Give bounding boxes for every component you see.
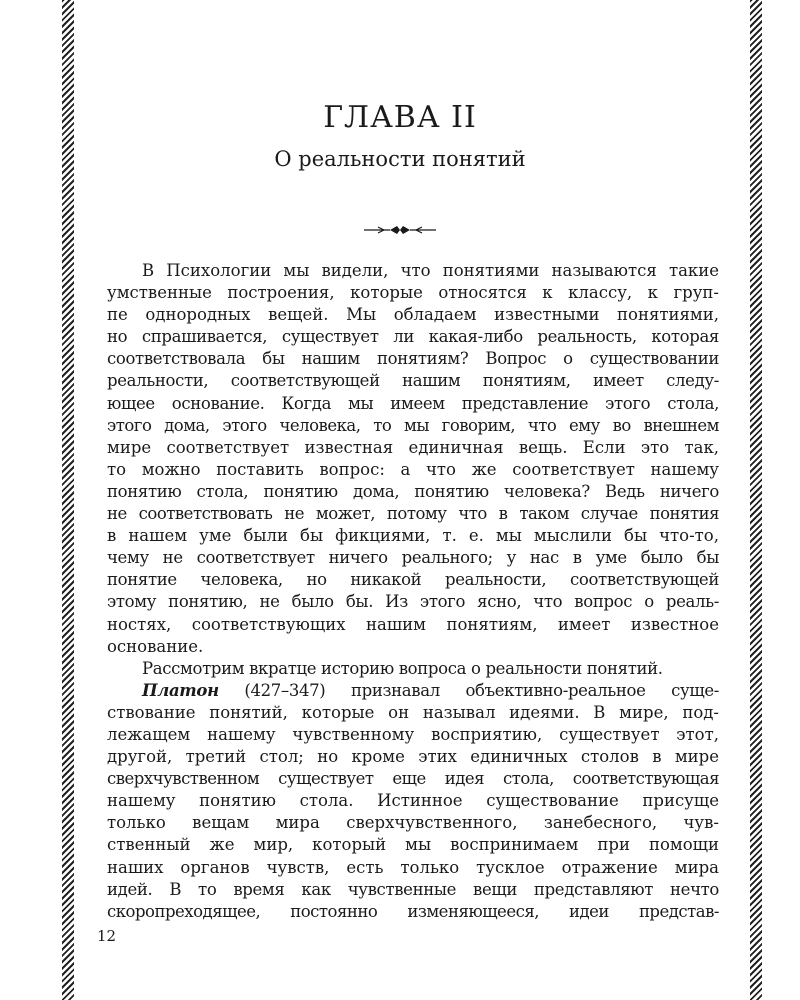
text-line: идей. В то время как чувственные вещи представляют нечто — [107, 879, 719, 899]
body-text — [107, 260, 719, 923]
text-line: этому понятию, не было бы. Из этого ясно, что вопрос о реаль- — [107, 592, 719, 612]
text-line: чему не соответствует ничего реального; у нас в уме было бы — [107, 548, 719, 568]
text-line: нашему понятию стола. Истинное существование присуще — [107, 791, 719, 811]
text-line: В Психологии мы видели, что понятиями называются такие — [142, 261, 719, 280]
text-line: пе однородных вещей. Мы обладаем известными понятиями, — [107, 305, 719, 325]
text-line: ствование понятий, которые он называл идеями. В мире, под- — [107, 702, 719, 722]
page-number: 12 — [97, 927, 117, 945]
paragraph — [107, 680, 719, 923]
text-line — [107, 680, 719, 702]
philosopher-name: Платон — [142, 680, 219, 700]
text-line: основание. — [107, 636, 204, 656]
text-line: Рассмотрим вкратце историю вопроса о реальности понятий. — [142, 658, 663, 678]
text-line: мире соответствует известная единичная вещь. Если это так, — [107, 437, 719, 457]
text-line: скоропреходящее, постоянно изменяющееся, идеи представ- — [107, 901, 719, 921]
text-line: но спрашивается, существует ли какая-либо реальность, которая — [107, 327, 719, 347]
ornament-divider-icon — [364, 223, 436, 237]
text-line: сверхчувственном существует еще идея стола, соответствующая — [107, 769, 719, 789]
text-line: понятие человека, но никакой реальности, соответствующей — [107, 570, 719, 590]
text-line: в нашем уме были бы фикциями, т. е. мы мыслили бы что-то, — [107, 526, 719, 546]
text-line: реальности, соответствующей нашим понятиям, имеет следу- — [107, 371, 719, 391]
text-line: наших органов чувств, есть только тусклое отражение мира — [107, 857, 719, 877]
text-line: ющее основание. Когда мы имеем представление этого стола, — [107, 393, 719, 413]
text-line: умственные построения, которые относятся к классу, к груп- — [107, 283, 719, 303]
text-line: ностях, соответствующих нашим понятиям, имеет известное — [107, 614, 719, 634]
text-line: другой, третий стол; но кроме этих единичных столов в мире — [107, 747, 719, 767]
text-fragment: (427–347) признавал объективно-реальное суще- — [218, 680, 719, 700]
text-line: только вещам мира сверхчувственного, занебесного, чув- — [107, 813, 719, 833]
text-line: то можно поставить вопрос: а что же соответствует нашему — [107, 459, 719, 479]
text-line: соответствовала бы нашим понятиям? Вопрос о существовании — [107, 349, 719, 369]
text-line: не соответствовать не может, потому что в таком случае понятия — [107, 504, 719, 524]
chapter-subtitle: О реальности понятий — [274, 147, 526, 171]
chapter-title: ГЛАВА II — [323, 100, 477, 135]
text-line: лежащем нашему чувственному восприятию, существует этот, — [107, 724, 719, 744]
text-line: ственный же мир, который мы воспринимаем при помощи — [107, 835, 719, 855]
text-line: понятию стола, понятию дома, понятию человека? Ведь ничего — [107, 481, 719, 501]
paragraph — [107, 260, 719, 658]
text-line: этого дома, этого человека, то мы говорим, что ему во внешнем — [107, 415, 719, 435]
paragraph — [107, 658, 719, 680]
